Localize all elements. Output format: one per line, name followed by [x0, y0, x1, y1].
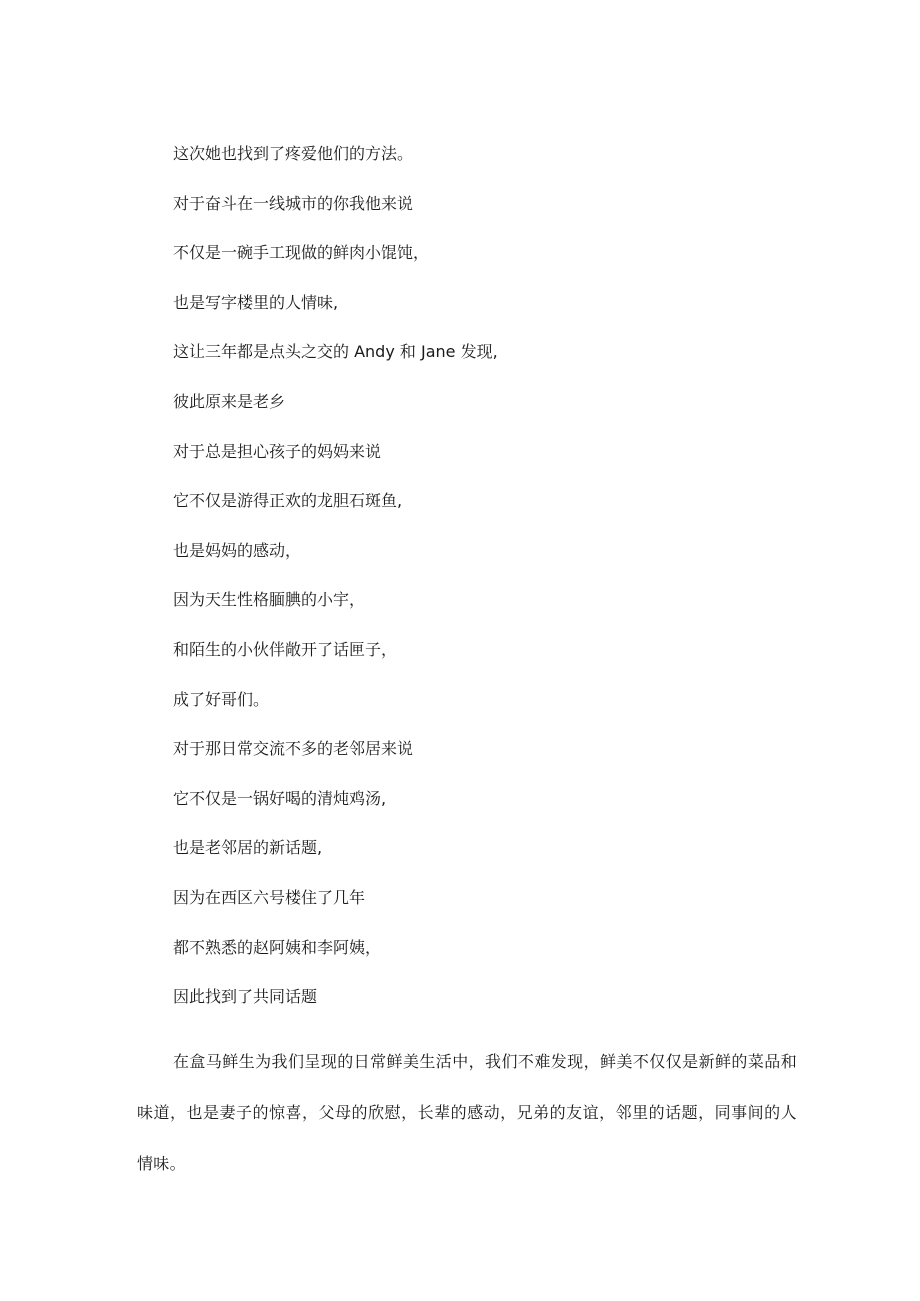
text-line: 对于奋斗在一线城市的你我他来说 [173, 193, 414, 213]
text-line: 它不仅是游得正欢的龙胆石斑鱼, [173, 491, 403, 511]
text-line: 成了好哥们。 [173, 689, 270, 709]
text-line: 彼此原来是老乡 [173, 391, 286, 411]
text-line: 都不熟悉的赵阿姨和李阿姨， [173, 937, 382, 957]
text-line: 不仅是一碗手工现做的鲜肉小馄饨， [173, 243, 430, 263]
text-line: 也是妈妈的感动， [173, 540, 302, 560]
text-line: 这让三年都是点头之交的 Andy 和 Jane 发现, [173, 342, 498, 362]
text-line: 它不仅是一锅好喝的清炖鸡汤, [173, 788, 387, 808]
text-line: 也是写字楼里的人情味, [173, 292, 339, 312]
closing-paragraph: 在盒马鲜生为我们呈现的日常鲜美生活中，我们不难发现，鲜美不仅仅是新鲜的菜品和味道，也是妻子的惊喜，父母的欣慰，长辈的感动，兄弟的友谊，邻里的话题，同事间的人情味。 [137, 1052, 797, 1173]
text-line: 也是老邻居的新话题, [173, 838, 323, 858]
text-line: 和陌生的小伙伴敞开了话匣子， [173, 639, 398, 659]
text-line: 对于那日常交流不多的老邻居来说 [173, 739, 414, 759]
text-line: 因为在西区六号楼住了几年 [173, 887, 366, 907]
text-line: 因此找到了共同话题 [173, 987, 318, 1007]
text-line: 因为天生性格腼腆的小宇， [173, 590, 366, 610]
text-line: 对于总是担心孩子的妈妈来说 [173, 441, 382, 461]
text-line: 这次她也找到了疼爱他们的方法。 [173, 144, 414, 163]
verse-lines [173, 140, 498, 1033]
